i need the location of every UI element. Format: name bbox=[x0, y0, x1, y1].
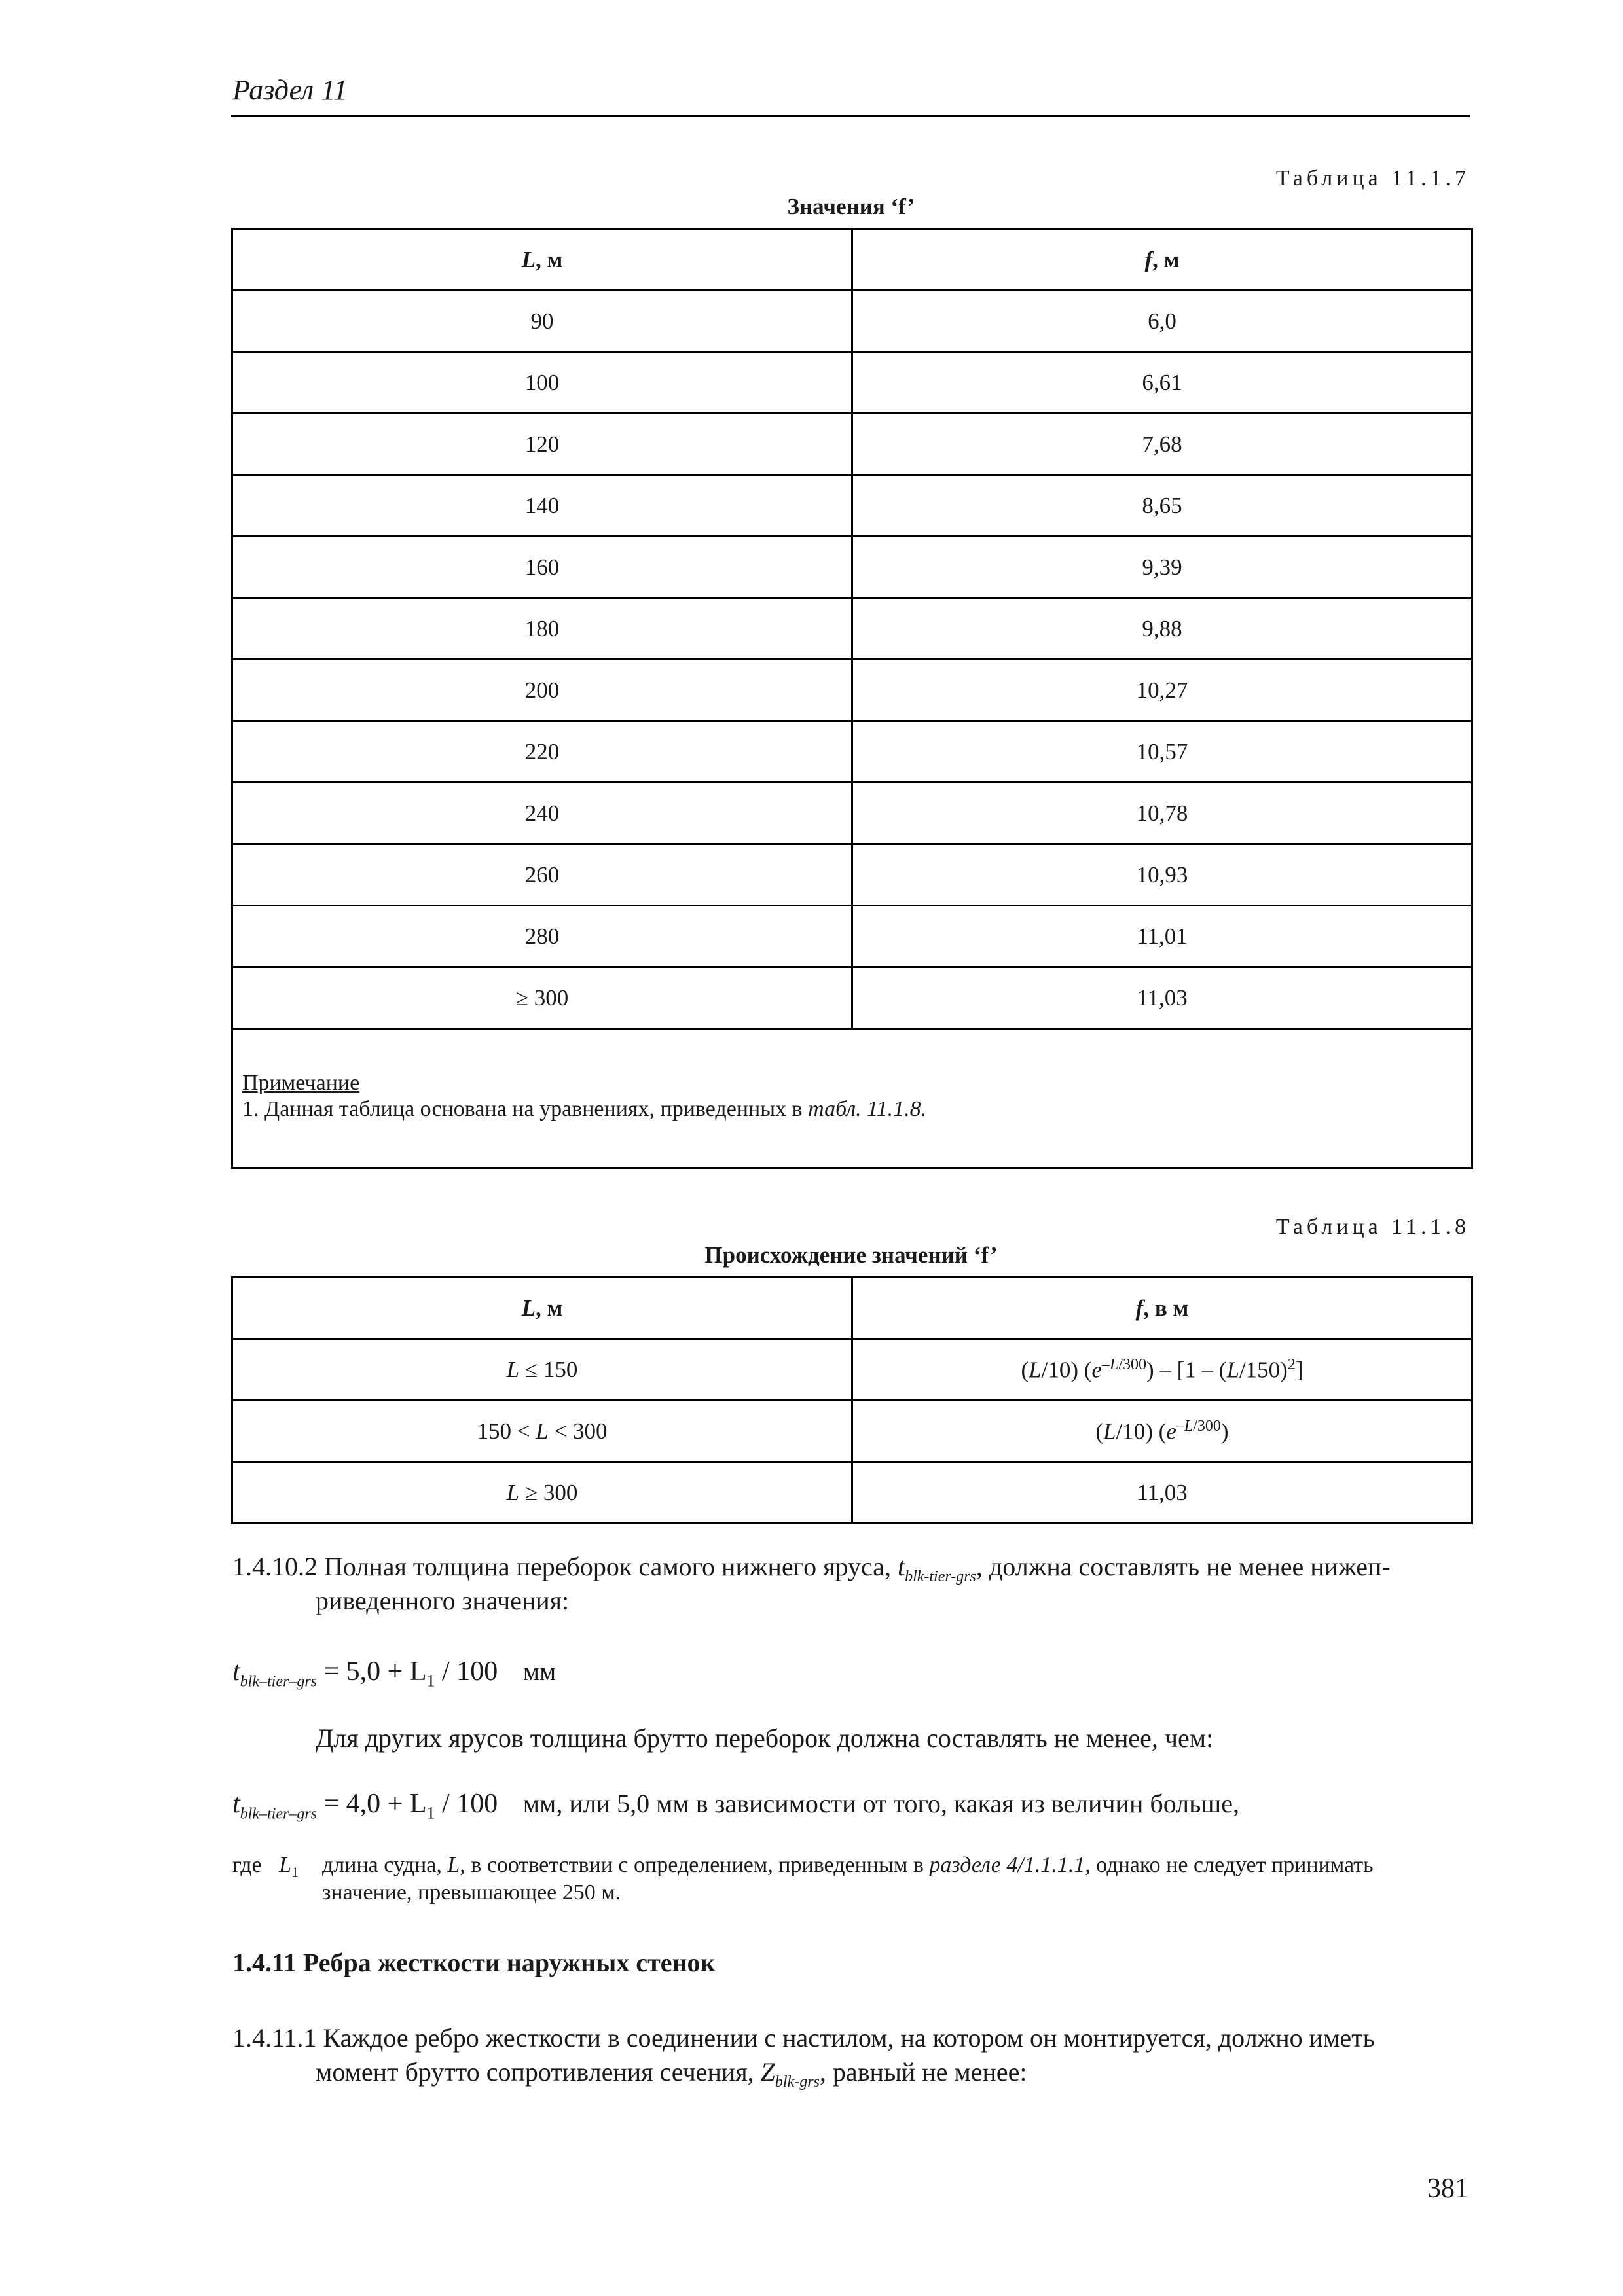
table-row bbox=[232, 844, 1472, 906]
table-11-1-7-title: Значения ‘f’ bbox=[787, 194, 915, 219]
cell-L: 120 bbox=[232, 414, 852, 475]
cell-f: 11,03 bbox=[852, 967, 1472, 1029]
cell-f: 10,93 bbox=[852, 844, 1472, 906]
cell-L: 160 bbox=[232, 537, 852, 598]
paragraph-1-4-10-2: 1.4.10.2 Полная толщина переборок самого нижнего яруса, $t_{blk-tier-grs}$, должна составлять не менее нижеп- bbox=[232, 1552, 1391, 1585]
col-header-f: f, в м bbox=[852, 1278, 1472, 1339]
note-text: 1. Данная таблица основана на уравнениях, приведенных в табл. 11.1.8. bbox=[242, 1097, 927, 1121]
cell-L: ≥ 300 bbox=[232, 967, 852, 1029]
table-11-1-8-label: Таблица 11.1.8 bbox=[1275, 1215, 1470, 1239]
col-header-L: L, м bbox=[232, 229, 852, 291]
cell-f: 7,68 bbox=[852, 414, 1472, 475]
paragraph-1-4-11-1: 1.4.11.1 Каждое ребро жесткости в соединении с настилом, на котором он монтируется, должно иметь bbox=[232, 2023, 1375, 2053]
paragraph-1-4-11-1-cont: момент брутто сопротивления сечения, $Z_{blk-grs}$, равный не менее: bbox=[316, 2057, 1027, 2090]
cell-L: 140 bbox=[232, 475, 852, 537]
cell-L: 100 bbox=[232, 352, 852, 414]
table-row bbox=[232, 967, 1472, 1029]
formula-other-tiers: $t_{blk-tier-grs} = 4,0 + L_1 / 100$ мм, или 5,0 мм в зависимости от того, какая из величин больше, bbox=[232, 1789, 1239, 1823]
cell-f: 10,78 bbox=[852, 783, 1472, 844]
cell-f: (L/10) $(e^{-L/300}) - [1 - (L/150)^2]$ bbox=[852, 1339, 1472, 1401]
cell-L: L ≥ 300 bbox=[232, 1462, 852, 1524]
table-row bbox=[232, 537, 1472, 598]
formula-lowest-tier: $t_{blk-tier-grs} = 5,0 + L_1 / 100$ мм bbox=[232, 1657, 556, 1691]
table-row bbox=[232, 783, 1472, 844]
cell-L: 90 bbox=[232, 291, 852, 352]
cell-f: 9,88 bbox=[852, 598, 1472, 660]
cell-f: 10,27 bbox=[852, 660, 1472, 721]
cell-L: 220 bbox=[232, 721, 852, 783]
table-row bbox=[232, 721, 1472, 783]
cell-f: 6,0 bbox=[852, 291, 1472, 352]
cell-f: 6,61 bbox=[852, 352, 1472, 414]
table-11-1-8-title: Происхождение значений ‘f’ bbox=[704, 1242, 998, 1268]
note-heading: Примечание bbox=[242, 1071, 360, 1095]
cell-L: 180 bbox=[232, 598, 852, 660]
cell-L: 280 bbox=[232, 906, 852, 967]
table-note bbox=[232, 1029, 1472, 1168]
cell-f: 8,65 bbox=[852, 475, 1472, 537]
table-row bbox=[232, 660, 1472, 721]
cell-L: 240 bbox=[232, 783, 852, 844]
paragraph-1-4-10-2-cont: риведенного значения: bbox=[316, 1586, 570, 1615]
table-row bbox=[232, 352, 1472, 414]
where-label: где $L_1$ bbox=[232, 1853, 299, 1880]
cell-f: 10,57 bbox=[852, 721, 1472, 783]
paragraph-other-tiers: Для других ярусов толщина брутто переборок должна составлять не менее, чем: bbox=[316, 1723, 1214, 1753]
table-11-1-7 bbox=[231, 228, 1473, 1169]
section-heading-1-4-11: 1.4.11 Ребра жесткости наружных стенок bbox=[232, 1948, 716, 1977]
table-11-1-7-label: Таблица 11.1.7 bbox=[1275, 166, 1470, 190]
table-row bbox=[232, 475, 1472, 537]
table-row bbox=[232, 906, 1472, 967]
cell-L: 260 bbox=[232, 844, 852, 906]
cell-L: L ≤ 150 bbox=[232, 1339, 852, 1401]
where-definition: длина судна, L, в соответствии с определением, приведенным в разделе 4/1.1.1.1, однако не следует принимать bbox=[322, 1853, 1374, 1877]
cell-L: 200 bbox=[232, 660, 852, 721]
page-number: 381 bbox=[1427, 2174, 1468, 2204]
cell-f: 11,03 bbox=[852, 1462, 1472, 1524]
cell-L: 150 < L < 300 bbox=[232, 1401, 852, 1462]
table-11-1-8 bbox=[231, 1276, 1473, 1524]
where-definition-cont: значение, превышающее 250 м. bbox=[322, 1880, 621, 1905]
table-row bbox=[232, 414, 1472, 475]
cell-f: (L/10) $(e^{-L/300})$ bbox=[852, 1401, 1472, 1462]
cell-f: 11,01 bbox=[852, 906, 1472, 967]
col-header-f: f, м bbox=[852, 229, 1472, 291]
cell-f: 9,39 bbox=[852, 537, 1472, 598]
table-row bbox=[232, 291, 1472, 352]
col-header-L: L, м bbox=[232, 1278, 852, 1339]
table-row bbox=[232, 598, 1472, 660]
header-rule bbox=[231, 115, 1470, 117]
section-header: Раздел 11 bbox=[232, 74, 348, 106]
